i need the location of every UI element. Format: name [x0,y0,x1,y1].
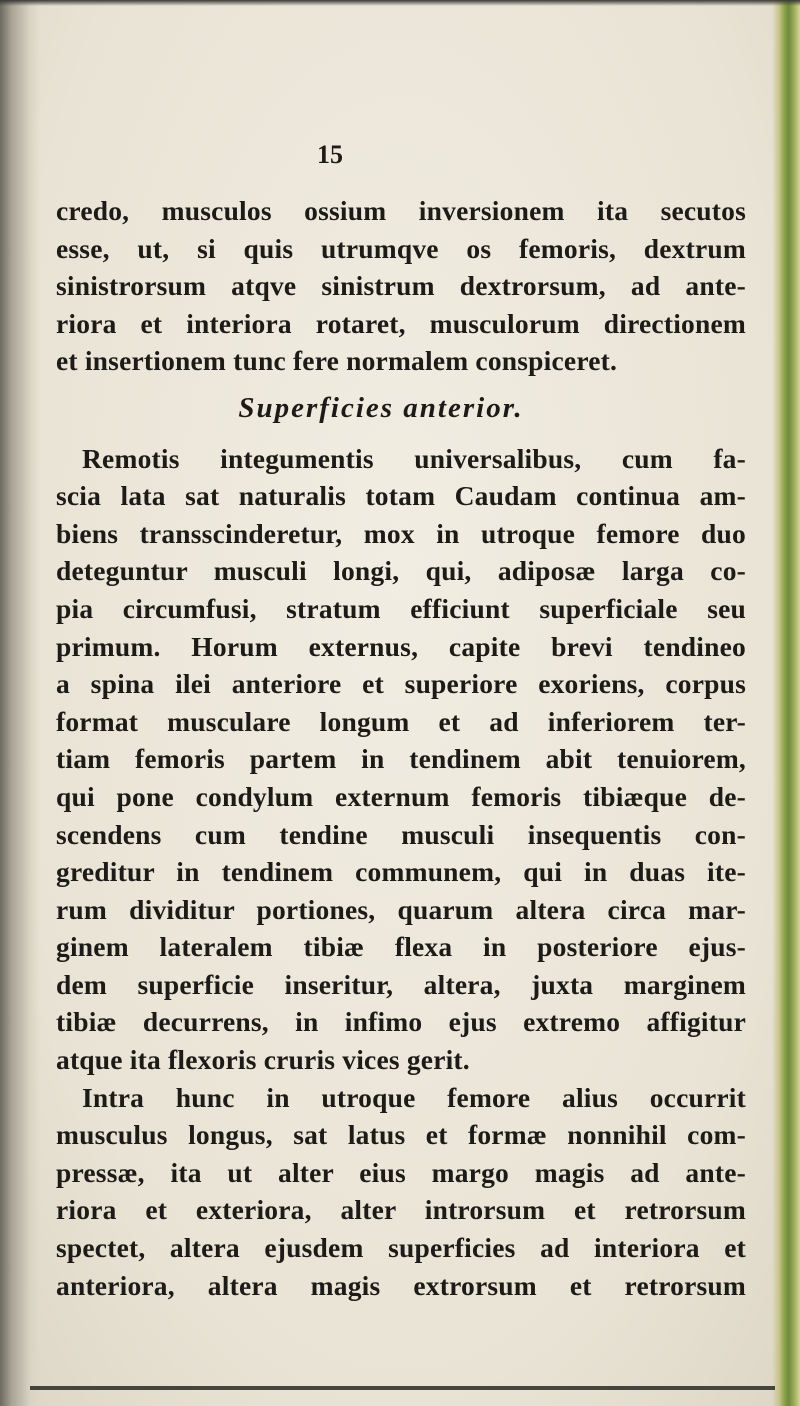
text-line: scia lata sat naturalis totam Caudam continua am- [56,480,746,512]
text-line: spectet, altera ejusdem superficies ad interiora et [56,1232,746,1264]
text-line: atque ita flexoris cruris vices gerit. [56,1044,470,1076]
paragraph-1 [56,192,746,380]
body-text [56,192,746,1304]
text-line: tiam femoris partem in tendinem abit tenuiorem, [56,743,746,775]
text-line: scendens cum tendine musculi insequentis con- [56,818,746,850]
text-line: et insertionem tunc fere normalem conspiceret. [56,345,618,377]
bottom-rule [30,1386,775,1390]
paragraph-2 [56,440,746,1079]
text-line: format musculare longum et ad inferiorem ter- [56,705,746,737]
binding-shadow [0,0,40,1406]
text-line: Remotis integumentis universalibus, cum fa- [82,442,746,474]
section-heading: Superficies anterior. [238,391,524,424]
top-edge [0,0,800,6]
text-line: deteguntur musculi longi, qui, adiposæ larga co- [56,555,746,587]
text-line: a spina ilei anteriore et superiore exoriens, corpus [56,668,746,700]
text-line: rum dividitur portiones, quarum altera circa mar- [56,893,746,925]
page-number: 15 [317,140,343,169]
text-line: biens transscinderetur, mox in utroque femore duo [56,517,746,549]
text-line: primum. Horum externus, capite brevi tendineo [56,630,746,662]
text-line: greditur in tendinem communem, qui in duas ite- [56,856,746,888]
text-line: riora et exteriora, alter introrsum et retrorsum [56,1194,746,1226]
text-line: musculus longus, sat latus et formæ nonnihil com- [56,1119,746,1151]
page-edge [772,0,800,1406]
text-line: Intra hunc in utroque femore alius occurrit [82,1081,746,1113]
text-line: dem superficie inseritur, altera, juxta marginem [56,968,746,1000]
text-line: anteriora, altera magis extrorsum et retrorsum [56,1269,746,1301]
text-line: sinistrorsum atqve sinistrum dextrorsum, ad ante- [56,270,746,302]
text-line: riora et interiora rotaret, musculorum directionem [56,307,746,339]
paragraph-3 [56,1079,746,1305]
text-line: qui pone condylum externum femoris tibiæque de- [56,780,746,812]
text-line: ginem lateralem tibiæ flexa in posteriore ejus- [56,931,746,963]
text-line: credo, musculos ossium inversionem ita secutos [56,195,746,226]
text-line: pia circumfusi, stratum efficiunt superficiale seu [56,592,746,624]
text-line: pressæ, ita ut alter eius margo magis ad ante- [56,1156,746,1188]
text-line: esse, ut, si quis utrumqve os femoris, dextrum [56,232,746,264]
text-line: tibiæ decurrens, in infimo ejus extremo affigitur [56,1006,746,1038]
